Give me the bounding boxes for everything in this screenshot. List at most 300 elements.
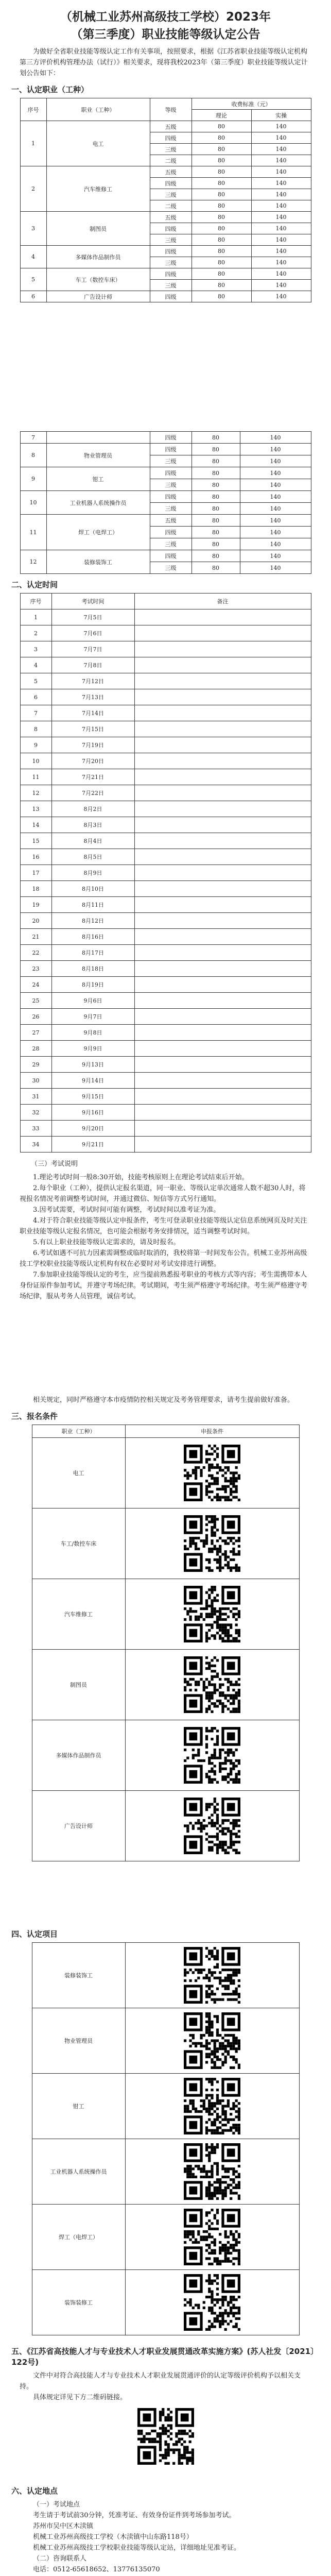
cell-seq: 30 <box>20 1073 51 1089</box>
qr-code-icon[interactable] <box>184 1586 240 1642</box>
cell-practice: 140 <box>251 268 311 280</box>
cell-date: 7月22日 <box>51 785 134 801</box>
cell-remark <box>134 721 311 737</box>
cell-practice: 140 <box>251 178 311 189</box>
requirements-table <box>32 1425 300 1861</box>
cell-theory: 80 <box>191 432 240 444</box>
cell-date: 8月12日 <box>51 913 134 929</box>
cell-remark <box>134 929 311 945</box>
cell-remark <box>134 961 311 977</box>
cell-practice: 140 <box>240 515 311 527</box>
cell-date: 7月13日 <box>51 689 134 705</box>
cell-level: 五级 <box>150 166 191 178</box>
cell-practice: 140 <box>240 550 311 562</box>
cell-remark <box>134 1137 311 1153</box>
cell-req-occupation: 装修装饰工 <box>32 1943 125 2008</box>
cell-remark <box>134 737 311 753</box>
section-6-para-3: 苏州市吴中区木渎镇 <box>33 2522 94 2530</box>
cell-date: 7月19日 <box>51 737 134 753</box>
requirement-row <box>32 1720 299 1791</box>
cell-req-occupation: 钳工 <box>32 2074 125 2139</box>
schedule-row <box>20 817 311 833</box>
cell-level: 三级 <box>150 280 191 291</box>
cell-remark <box>134 689 311 705</box>
cell-occupation: 电工 <box>46 121 150 166</box>
title-line-2: （第三季度）职业技能等级认定公告 <box>71 28 260 41</box>
cell-index: 10 <box>20 491 46 515</box>
occupation-row <box>20 268 311 280</box>
schedule-row <box>20 1073 311 1089</box>
qr-code-icon[interactable] <box>184 1515 240 1572</box>
schedule-table <box>20 593 311 1153</box>
cell-theory: 80 <box>191 550 240 562</box>
cell-remark <box>134 673 311 689</box>
note-6: 6.考试如遇不可抗力因素需调整或临时取消的，我校将第一时间发布公告。机械工业苏州高级技工学校职业技能等级认定机构有权在必要时对考试安排进行调整。 <box>20 1249 307 1268</box>
cell-seq: 17 <box>20 865 51 881</box>
cell-req-qr <box>125 1943 299 2008</box>
cell-remark <box>134 801 311 817</box>
cell-seq: 20 <box>20 913 51 929</box>
cell-req-occupation: 电工 <box>32 1438 125 1509</box>
cell-date: 7月5日 <box>51 609 134 625</box>
cell-remark <box>134 753 311 769</box>
requirement-row <box>32 2074 299 2139</box>
cell-occupation: 制图员 <box>46 212 150 246</box>
cell-seq: 11 <box>20 769 51 785</box>
cell-remark <box>134 881 311 897</box>
cell-date: 9月15日 <box>51 1089 134 1105</box>
cell-seq: 24 <box>20 977 51 993</box>
schedule-row <box>20 769 311 785</box>
section-6-heading: 六、认定地点 <box>11 2486 58 2496</box>
qr-code-icon[interactable] <box>184 1947 240 2004</box>
cell-date: 7月15日 <box>51 721 134 737</box>
requirement-row <box>32 2270 299 2335</box>
cell-remark <box>134 1025 311 1041</box>
cell-req-occupation: 装饰装修工 <box>32 2270 125 2335</box>
cell-seq: 9 <box>20 737 51 753</box>
col-req-condition: 申报条件 <box>125 1425 299 1438</box>
cell-index: 8 <box>20 444 46 467</box>
col-practice: 实操 <box>251 110 311 121</box>
requirement-row <box>32 2008 299 2074</box>
cell-level: 四级 <box>150 178 191 189</box>
cell-seq: 25 <box>20 993 51 1009</box>
note-4: 4.对于符合职业技能等级认定申报条件，考生可登录职业技能等级认定信息系统网页及时关注职业技能等级认定报名情况，也可能会根据考务安排情况，适当调整考试时间。 <box>20 1217 307 1235</box>
cell-theory: 80 <box>191 155 251 166</box>
requirement-row <box>32 1509 299 1579</box>
schedule-row <box>20 737 311 753</box>
requirement-row <box>32 1791 299 1861</box>
qr-code-icon[interactable] <box>184 2143 240 2200</box>
cell-date: 8月16日 <box>51 929 134 945</box>
cell-req-qr <box>125 1579 299 1650</box>
cell-theory: 80 <box>191 246 251 257</box>
cell-practice: 140 <box>251 144 311 155</box>
schedule-row <box>20 1089 311 1105</box>
cell-remark <box>134 1009 311 1025</box>
schedule-row <box>20 705 311 721</box>
cell-req-qr <box>125 2139 299 2205</box>
cell-theory: 80 <box>191 178 251 189</box>
cell-date: 8月10日 <box>51 881 134 897</box>
cell-practice: 140 <box>240 467 311 479</box>
schedule-row <box>20 1025 311 1041</box>
cell-level: 五级 <box>150 121 191 132</box>
cell-remark <box>134 833 311 849</box>
schedule-row <box>20 1105 311 1121</box>
cell-seq: 3 <box>20 641 51 657</box>
schedule-row <box>20 977 311 993</box>
cell-level: 四级 <box>150 132 191 144</box>
cell-req-qr <box>125 1720 299 1791</box>
schedule-row <box>20 993 311 1009</box>
cell-date: 9月20日 <box>51 1121 134 1137</box>
cell-occupation: 广告设计师 <box>46 291 150 302</box>
occupation-table <box>20 98 311 302</box>
note-7: 7.参加职业技能等级认定的考生，应当提前熟悉报考职业的考核方式等内容；考生需携带本人身份证原件参加考试，并遵守考场纪律。考试期间，考生须严格遵守考场纪律。考生须严格遵守考场纪律，服从考务人员管理，诚信考试。 <box>20 1271 308 1300</box>
note-3: 3.因考试需要，考试时间可能有调整，考试时间以准考证为准。 <box>33 1206 220 1214</box>
occupation-row <box>20 291 311 302</box>
cell-level: 三级 <box>150 479 191 491</box>
cell-seq: 13 <box>20 801 51 817</box>
requirement-row <box>32 1438 299 1509</box>
cell-remark <box>134 817 311 833</box>
cell-remark <box>134 769 311 785</box>
cell-practice: 140 <box>251 212 311 223</box>
cell-date: 8月3日 <box>51 817 134 833</box>
occupation-row <box>20 121 311 132</box>
cell-theory: 80 <box>191 166 251 178</box>
section-5-text: 文件中对符合高技能人才与专业技术人才职业发展贯通评价的认定等级评价机构予以相关支持。 <box>20 2372 301 2391</box>
col-theory: 理论 <box>191 110 251 121</box>
schedule-row <box>20 801 311 817</box>
cell-req-occupation: 物业管理员 <box>32 2008 125 2074</box>
cell-index: 5 <box>20 268 46 291</box>
cell-date: 7月12日 <box>51 673 134 689</box>
schedule-row <box>20 1057 311 1073</box>
cell-theory: 80 <box>191 503 240 515</box>
note-5: 5.有以上职业技能等级认定需求的，请及时报名。 <box>33 1239 180 1246</box>
cell-date: 9月21日 <box>51 1137 134 1153</box>
cell-seq: 1 <box>20 609 51 625</box>
cell-date: 8月18日 <box>51 961 134 977</box>
schedule-row <box>20 657 311 673</box>
cell-seq: 2 <box>20 625 51 641</box>
schedule-row <box>20 897 311 913</box>
cell-date: 7月7日 <box>51 641 134 657</box>
cell-index: 1 <box>20 121 46 166</box>
cell-occupation: 钳工 <box>46 467 150 491</box>
cell-occupation: 工业机器人系统操作员 <box>46 491 150 515</box>
cell-req-qr <box>125 2205 299 2270</box>
schedule-row <box>20 689 311 705</box>
cell-level: 四级 <box>150 444 191 455</box>
section-6-para-4: 机械工业苏州高级技工学校（木渎镇中山东路118号） <box>33 2533 193 2541</box>
section-2-heading: 二、认定时间 <box>11 580 58 589</box>
cell-seq: 34 <box>20 1137 51 1153</box>
occupation-row <box>20 246 311 257</box>
cell-req-occupation: 工业机器人系统操作员 <box>32 2139 125 2205</box>
cell-practice: 140 <box>240 455 311 467</box>
schedule-row <box>20 849 311 865</box>
cell-seq: 14 <box>20 817 51 833</box>
occupation-row <box>20 432 311 444</box>
cell-remark <box>134 785 311 801</box>
cell-practice: 140 <box>240 527 311 538</box>
cell-seq: 7 <box>20 705 51 721</box>
cell-seq: 6 <box>20 689 51 705</box>
section-4-heading: 四、认定项目 <box>11 1929 58 1939</box>
cell-level: 三级 <box>150 189 191 200</box>
cell-index: 7 <box>20 432 46 444</box>
cell-remark <box>134 977 311 993</box>
cell-level: 五级 <box>150 212 191 223</box>
cell-date: 7月8日 <box>51 657 134 673</box>
cell-practice: 140 <box>251 280 311 291</box>
contact-label: （二）咨询联系人 <box>33 2555 87 2563</box>
cell-remark <box>134 705 311 721</box>
cell-level: 四级 <box>150 550 191 562</box>
col-remark: 备注 <box>134 594 311 609</box>
cell-seq: 26 <box>20 1009 51 1025</box>
cell-seq: 33 <box>20 1121 51 1137</box>
cell-seq: 32 <box>20 1105 51 1121</box>
cell-date: 8月4日 <box>51 833 134 849</box>
contact-phone: 电话：0512-65618652、13776135070 <box>33 2566 160 2573</box>
schedule-row <box>20 785 311 801</box>
cell-theory: 80 <box>191 527 240 538</box>
cell-remark <box>134 913 311 929</box>
cell-remark <box>134 1121 311 1137</box>
cell-seq: 12 <box>20 785 51 801</box>
cell-date: 7月14日 <box>51 705 134 721</box>
col-occupation: 职业（工种） <box>46 98 150 121</box>
cell-date: 8月2日 <box>51 801 134 817</box>
cell-theory: 80 <box>191 515 240 527</box>
cell-seq: 10 <box>20 753 51 769</box>
note-1: 1.理论考试时间一般8:30开始，技能考核原则上在理论考试结束后开始。 <box>33 1174 249 1181</box>
cell-practice: 140 <box>240 562 311 574</box>
qr-code-icon[interactable] <box>184 1656 240 1713</box>
section-1-heading: 一、认定职业（工种） <box>11 85 89 94</box>
qr-code-icon[interactable] <box>184 1798 240 1854</box>
cell-date: 8月11日 <box>51 897 134 913</box>
cell-remark <box>134 609 311 625</box>
page-title <box>15 8 316 43</box>
cell-theory: 80 <box>191 562 240 574</box>
cell-date: 8月19日 <box>51 977 134 993</box>
cell-seq: 29 <box>20 1057 51 1073</box>
schedule-row <box>20 865 311 881</box>
schedule-row <box>20 881 311 897</box>
requirement-row <box>32 1579 299 1650</box>
cell-theory: 80 <box>191 212 251 223</box>
cell-level: 三级 <box>150 144 191 155</box>
cell-index: 4 <box>20 246 46 268</box>
cell-date: 9月16日 <box>51 1105 134 1121</box>
cell-remark <box>134 993 311 1009</box>
cell-date: 9月13日 <box>51 1057 134 1073</box>
cell-occupation: 汽车维修工 <box>46 166 150 212</box>
cell-req-occupation: 焊工（电焊工） <box>32 2205 125 2270</box>
requirement-row <box>32 1943 299 2008</box>
cell-theory: 80 <box>191 444 240 455</box>
cell-practice: 140 <box>251 200 311 212</box>
schedule-row <box>20 961 311 977</box>
cell-practice: 140 <box>251 155 311 166</box>
qr-code-icon[interactable] <box>184 2274 240 2331</box>
schedule-row <box>20 625 311 641</box>
cell-req-occupation: 车工/数控车床 <box>32 1509 125 1579</box>
cell-practice: 140 <box>251 132 311 144</box>
col-seq: 序号 <box>20 594 51 609</box>
section-6-para-5: 机械工业苏州高级技工学校职业技能等级认定站，详细地址见准考证。 <box>33 2544 241 2552</box>
occupation-row <box>20 444 311 455</box>
cell-theory: 80 <box>191 200 251 212</box>
section-5-heading: 五、《江苏省高技能人才与专业技术人才职业发展贯通改革实施方案》(苏人社发〔2021〕122号) <box>11 2347 319 2367</box>
cell-practice: 140 <box>240 503 311 515</box>
cell-req-qr <box>125 1509 299 1579</box>
cell-remark <box>134 657 311 673</box>
qr-code-icon[interactable] <box>184 2078 240 2134</box>
cell-theory: 80 <box>191 189 251 200</box>
cell-theory: 80 <box>191 455 240 467</box>
section-6-para-2: 考生请于考试前30分钟，凭准考证、有效身份证件到考场参加考试。 <box>33 2512 236 2519</box>
cell-practice: 140 <box>240 538 311 550</box>
schedule-row <box>20 1041 311 1057</box>
cell-index: 11 <box>20 515 46 550</box>
qr-code-icon[interactable] <box>184 2209 240 2265</box>
cell-occupation: 车工（数控车床） <box>46 268 150 291</box>
cell-level: 三级 <box>150 538 191 550</box>
cell-theory: 80 <box>191 291 251 302</box>
cell-theory: 80 <box>191 268 251 280</box>
cell-seq: 28 <box>20 1041 51 1057</box>
cell-remark <box>134 1073 311 1089</box>
cell-occupation <box>46 432 150 444</box>
cell-date: 8月5日 <box>51 849 134 865</box>
cell-remark <box>134 1041 311 1057</box>
cell-date: 9月8日 <box>51 1025 134 1041</box>
schedule-row <box>20 929 311 945</box>
schedule-row <box>20 753 311 769</box>
cell-occupation: 焊工（电焊工） <box>46 515 150 550</box>
cell-seq: 22 <box>20 945 51 961</box>
cell-seq: 8 <box>20 721 51 737</box>
cell-practice: 140 <box>251 234 311 246</box>
cell-date: 9月14日 <box>51 1073 134 1089</box>
cell-practice: 140 <box>240 491 311 503</box>
requirement-row <box>32 2205 299 2270</box>
cell-theory: 80 <box>191 467 240 479</box>
cell-practice: 140 <box>251 246 311 257</box>
schedule-row <box>20 641 311 657</box>
cell-practice: 140 <box>251 189 311 200</box>
occupation-row <box>20 550 311 562</box>
schedule-row <box>20 1009 311 1025</box>
cell-seq: 21 <box>20 929 51 945</box>
cell-level: 二级 <box>150 155 191 166</box>
qr-code-icon[interactable] <box>184 2012 240 2069</box>
cell-req-qr <box>125 2008 299 2074</box>
cell-req-qr <box>125 2270 299 2335</box>
cell-index: 2 <box>20 166 46 212</box>
schedule-row <box>20 1137 311 1153</box>
cell-practice: 140 <box>240 444 311 455</box>
schedule-row <box>20 913 311 929</box>
cell-remark <box>134 865 311 881</box>
section-5-text-2: 具体规定详见下方二维码链接。 <box>33 2394 127 2401</box>
qr-code-icon[interactable] <box>184 1445 240 1501</box>
schedule-row <box>20 721 311 737</box>
cell-theory: 80 <box>191 234 251 246</box>
occupation-row <box>20 491 311 503</box>
cell-req-occupation: 广告设计师 <box>32 1791 125 1861</box>
cell-date: 9月7日 <box>51 1009 134 1025</box>
col-fee: 收费标准（元） <box>191 98 311 110</box>
cell-level: 三级 <box>150 562 191 574</box>
cell-occupation: 物业管理员 <box>46 444 150 467</box>
cell-level: 四级 <box>150 432 191 444</box>
cell-remark <box>134 1057 311 1073</box>
occupation-row <box>20 212 311 223</box>
cell-date: 7月21日 <box>51 769 134 785</box>
cell-practice: 140 <box>240 432 311 444</box>
cell-date: 8月17日 <box>51 945 134 961</box>
section-6-para-1: （一）考试地点 <box>33 2501 80 2509</box>
cell-seq: 5 <box>20 673 51 689</box>
cell-practice: 140 <box>251 223 311 234</box>
cell-practice: 140 <box>251 166 311 178</box>
cell-index: 12 <box>20 550 46 574</box>
cell-date: 9月9日 <box>51 1041 134 1057</box>
cell-level: 三级 <box>150 234 191 246</box>
schedule-row <box>20 609 311 625</box>
qr-code-icon[interactable] <box>184 1727 240 1784</box>
col-date: 考试时间 <box>51 594 134 609</box>
cell-theory: 80 <box>191 538 240 550</box>
cell-level: 四级 <box>150 467 191 479</box>
schedule-row <box>20 945 311 961</box>
cell-level: 四级 <box>150 223 191 234</box>
cell-seq: 18 <box>20 881 51 897</box>
cell-practice: 140 <box>251 291 311 302</box>
occupation-row <box>20 515 311 527</box>
occupation-row <box>20 166 311 178</box>
schedule-row <box>20 1121 311 1137</box>
cell-date: 8月9日 <box>51 865 134 881</box>
cell-level: 四级 <box>150 491 191 503</box>
cell-seq: 27 <box>20 1025 51 1041</box>
title-line-1: （机械工业苏州高级技工学校）2023年 <box>60 10 271 24</box>
cell-theory: 80 <box>191 121 251 132</box>
policy-qr-code[interactable] <box>137 2408 194 2465</box>
cell-remark <box>134 641 311 657</box>
cell-remark <box>134 625 311 641</box>
page2-paragraph: 相关规定，同时严格遵守本市疫情防控相关规定及考务管理要求，请考生提前做好准备。 <box>33 1396 294 1404</box>
cell-occupation: 装修装饰工 <box>46 550 150 574</box>
schedule-row <box>20 673 311 689</box>
cell-level: 三级 <box>150 257 191 268</box>
cell-level: 三级 <box>150 503 191 515</box>
cell-req-qr <box>125 1791 299 1861</box>
occupation-table-continued <box>20 431 311 574</box>
cell-practice: 140 <box>251 121 311 132</box>
note-2: 2.每个职业（工种），提供认定报名渠道，同一职业、等级认定单次通常人数不超30人时，将视报名情况考前调整考试时间，并通过微信、短信等方式另行通知。 <box>20 1184 306 1203</box>
cell-req-occupation: 制图员 <box>32 1650 125 1720</box>
cell-occupation: 多媒体作品制作员 <box>46 246 150 268</box>
